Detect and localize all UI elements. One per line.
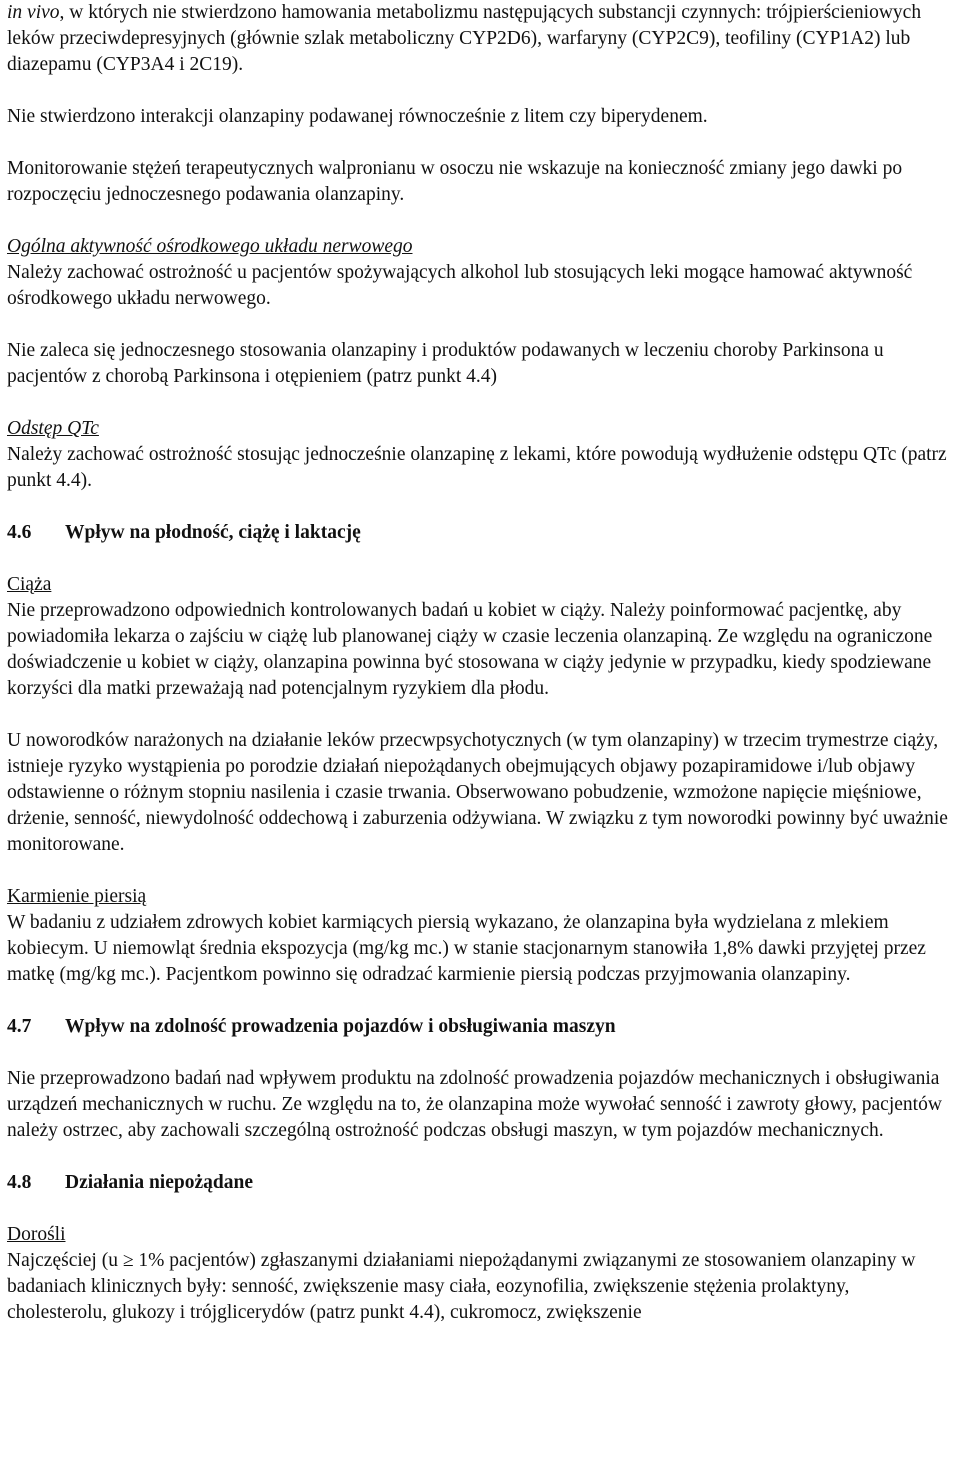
- subheading-breastfeeding: Karmienie piersią: [7, 886, 147, 907]
- section-number: 4.6: [7, 522, 32, 543]
- section-title: Wpływ na płodność, ciążę i laktację: [65, 522, 361, 543]
- section-heading-4-6: [7, 520, 952, 546]
- paragraph-valproate: Monitorowanie stężeń terapeutycznych walpronianu w osoczu nie wskazuje na konieczność zmiany jego dawki po rozpoczęciu jednoczesnego podawania olanzapiny.: [7, 158, 903, 205]
- paragraph-cns-caution: Należy zachować ostrożność u pacjentów spożywających alkohol lub stosujących leki mogące hamować aktywność ośrodkowego układu nerwowego.: [7, 262, 913, 309]
- italic-in-vivo: in vivo: [7, 2, 60, 23]
- section-title: Działania niepożądane: [65, 1172, 253, 1193]
- subheading-qtc: Odstęp QTc: [7, 418, 99, 439]
- subheading-cns-activity: Ogólna aktywność ośrodkowego układu nerwowego: [7, 236, 413, 257]
- subheading-pregnancy: Ciąża: [7, 574, 52, 595]
- paragraph-newborns: U noworodków narażonych na działanie leków przecwpsychotycznych (w tym olanzapiny) w trzecim trymestrze ciąży, istnieje ryzyko wystąpienia po porodzie działań niepożądanych obejmujących objawy pozapiramidowe i/lub objawy odstawienne o różnym stopniu nasilenia i czasie trwania. Obserwowano pobudzenie, wzmożone napięcie mięśniowe, drżenie, senność, niewydolność oddechową i zaburzenia odżywiana. W związku z tym noworodki powinny być uważnie monitorowane.: [7, 730, 948, 855]
- section-title: Wpływ na zdolność prowadzenia pojazdów i obsługiwania maszyn: [65, 1016, 616, 1037]
- section-number: 4.7: [7, 1016, 32, 1037]
- subheading-adults: Dorośli: [7, 1224, 66, 1245]
- paragraph-interactions-in-vivo: [7, 0, 952, 78]
- paragraph-lithium-biperiden: Nie stwierdzono interakcji olanzapiny podawanej równocześnie z litem czy biperydenem.: [7, 106, 708, 127]
- paragraph-interactions-text: , w których nie stwierdzono hamowania metabolizmu następujących substancji czynnych: trójpierścieniowych leków przeciwdepresyjnych (głównie szlak metaboliczny CYP2D6), warfaryny (CYP2C9), teofiliny (CYP1A2) lub diazepamu (CYP3A4 i 2C19).: [7, 2, 922, 75]
- paragraph-breastfeeding: W badaniu z udziałem zdrowych kobiet karmiących piersią wykazano, że olanzapina była wydzielana z mlekiem kobiecym. U niemowląt średnia ekspozycja (mg/kg mc.) w stanie stacjonarnym stanowiła 1,8% dawki przyjętej przez matkę (mg/kg mc.). Pacjentkom powinno się odradzać karmienie piersią podczas przyjmowania olanzapiny.: [7, 912, 926, 985]
- paragraph-adverse-effects: Najczęściej (u ≥ 1% pacjentów) zgłaszanymi działaniami niepożądanymi związanymi ze stosowaniem olanzapiny w badaniach klinicznych były: senność, zwiększenie masy ciała, eozynofilia, zwiększenie stężenia prolaktyny, cholesterolu, glukozy i trójglicerydów (patrz punkt 4.4), cukromocz, zwiększenie: [7, 1250, 916, 1323]
- paragraph-parkinson: Nie zaleca się jednoczesnego stosowania olanzapiny i produktów podawanych w leczeniu choroby Parkinsona u pacjentów z chorobą Parkinsona i otępieniem (patrz punkt 4.4): [7, 340, 884, 387]
- section-heading-4-7: [7, 1014, 952, 1040]
- section-heading-4-8: [7, 1170, 952, 1196]
- paragraph-driving: Nie przeprowadzono badań nad wpływem produktu na zdolność prowadzenia pojazdów mechanicznych i obsługiwania urządzeń mechanicznych w ruchu. Ze względu na to, że olanzapina może wywołać senność i zawroty głowy, pacjentów należy ostrzec, aby zachowali szczególną ostrożność podczas obsługi maszyn, w tym pojazdów mechanicznych.: [7, 1068, 942, 1141]
- paragraph-qtc: Należy zachować ostrożność stosując jednocześnie olanzapinę z lekami, które powodują wydłużenie odstępu QTc (patrz punkt 4.4).: [7, 444, 947, 491]
- section-number: 4.8: [7, 1172, 32, 1193]
- paragraph-pregnancy: Nie przeprowadzono odpowiednich kontrolowanych badań u kobiet w ciąży. Należy poinformować pacjentkę, aby powiadomiła lekarza o zajściu w ciążę lub planowanej ciąży w czasie leczenia olanzapiną. Ze względu na ograniczone doświadczenie u kobiet w ciąży, olanzapina powinna być stosowana w ciąży jedynie w przypadku, kiedy spodziewane korzyści dla matki przeważają nad potencjalnym ryzykiem dla płodu.: [7, 600, 933, 699]
